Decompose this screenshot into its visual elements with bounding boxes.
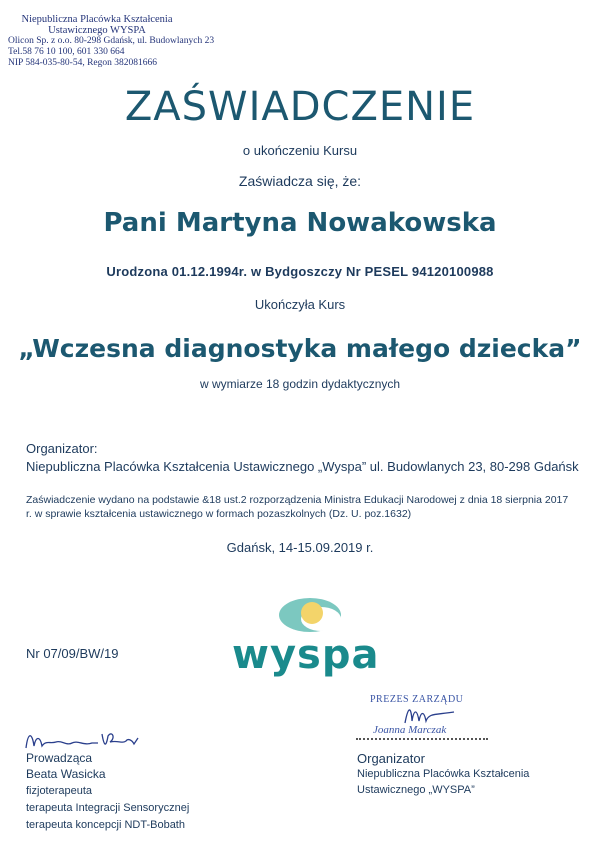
- certificate-title: ZAŚWIADCZENIE: [124, 84, 476, 130]
- signature-line: [356, 738, 488, 740]
- person-name: Pani Martyna Nowakowska: [103, 208, 497, 238]
- certificate-subtitle: o ukończeniu Kursu: [242, 143, 358, 158]
- stamp-nip-regon: NIP 584-035-80-54, Regon 382081666: [8, 58, 157, 68]
- organizer-right-label: Organizator: [357, 751, 425, 766]
- stamp-line-1: Niepubliczna Placówka Kształcenia: [21, 14, 173, 25]
- certifies-line: Zaświadcza się, że:: [238, 173, 362, 189]
- logo-text: wyspa: [232, 632, 380, 678]
- instructor-spec-1: fizjoterapeuta: [26, 785, 93, 797]
- president-name: Joanna Marczak: [373, 724, 447, 736]
- completed-line: Ukończyła Kurs: [254, 297, 346, 312]
- course-hours: w wymiarze 18 godzin dydaktycznych: [199, 377, 401, 391]
- stamp-phone: Tel.58 76 10 100, 601 330 664: [8, 47, 125, 57]
- president-stamp: PREZES ZARZĄDU: [370, 694, 464, 705]
- stamp-address: Olicon Sp. z o.o. 80-298 Gdańsk, ul. Budowlanych 23: [8, 36, 215, 46]
- date-place: Gdańsk, 14-15.09.2019 r.: [226, 540, 374, 555]
- birth-line: Urodzona 01.12.1994r. w Bydgoszczy Nr PESEL 94120100988: [106, 264, 494, 279]
- instructor-name: Beata Wasicka: [26, 767, 106, 781]
- instructor-role: Prowadząca: [26, 751, 93, 765]
- stamp-line-2: Ustawicznego WYSPA: [48, 25, 146, 36]
- organizer-right-line-2: Ustawicznego „WYSPA”: [357, 784, 475, 796]
- certificate-number: Nr 07/09/BW/19: [26, 646, 119, 661]
- organizer-label: Organizator:: [26, 441, 98, 456]
- instructor-spec-2: terapeuta Integracji Sensorycznej: [26, 802, 190, 814]
- instructor-spec-3: terapeuta koncepcji NDT-Bobath: [26, 819, 185, 831]
- course-title: „Wczesna diagnostyka małego dziecka”: [18, 334, 582, 363]
- organizer-right-line-1: Niepubliczna Placówka Kształcenia: [357, 768, 530, 780]
- legal-basis: Zaświadczenie wydano na podstawie &18 ust.2 rozporządzenia Ministra Edukacji Narodowej z dnia 18 sierpnia 2017 r. w sprawie kształcenia ustawicznego w formach pozaszkolnych (Dz. U. poz.1632): [26, 494, 569, 520]
- organizer-text: Niepubliczna Placówka Kształcenia Ustawicznego „Wyspa” ul. Budowlanych 23, 80-298 Gdańsk: [26, 459, 579, 474]
- organization-stamp: [8, 14, 215, 69]
